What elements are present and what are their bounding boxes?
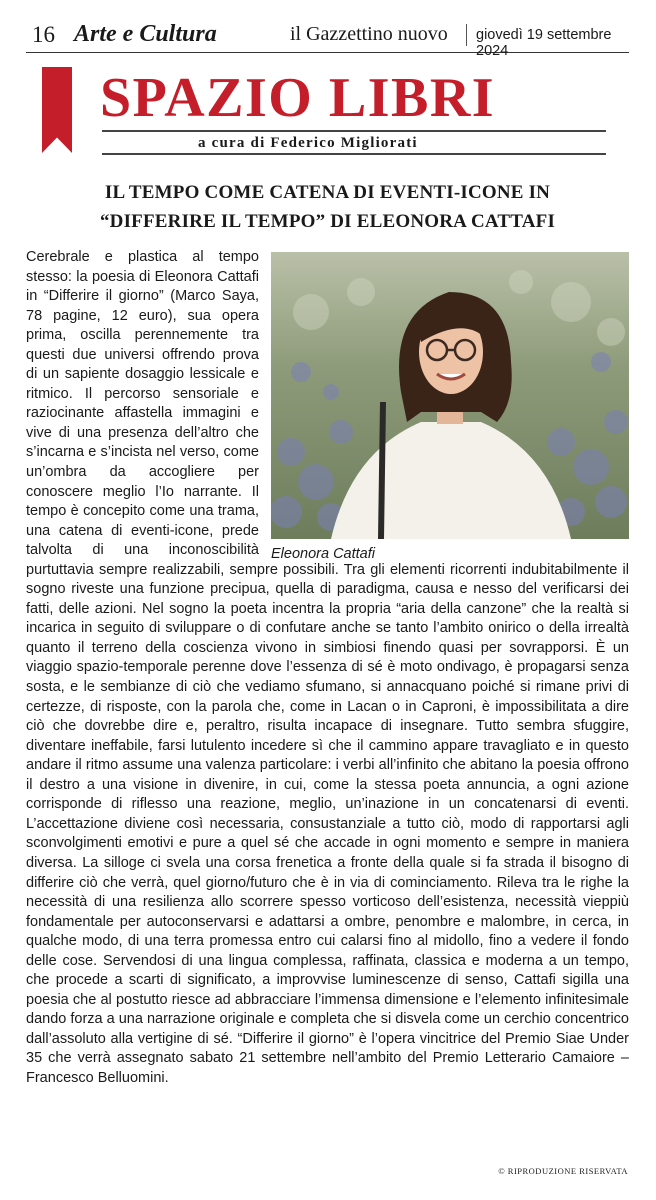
page-number: 16 [32, 22, 55, 47]
author-photo-block [271, 252, 629, 560]
article-body [26, 248, 629, 1089]
masthead-rule-bottom [102, 153, 606, 155]
bookmark-icon [42, 67, 72, 153]
article-text: Cerebrale e plastica al tempo stesso: la poesia di Eleonora Cattafi in “Differire il giorno” (Marco Saya, 78 pagine, 12 euro), sua opera prima, oscilla perennemente tra questi due universi offrendo prova di un sapiente dosaggio lessicale e ritmico. Il percorso sensoriale e raziocinante affastella immagini e vive di una presenza dell’altro che s’incarna e s’incista nel verso, come un’ombra da accogliere per conoscere meglio l’Io narrante. Il tempo è concepito come una trama, una catena di eventi-icone, prede talvolta di una inconoscibilità purtuttavia sempre realizzabili, sempre possibili. Tra gli elementi ricorrenti indubitabilmente il sogno riveste una funzione precipua, quella di paradigma, causa e nesso del verificarsi dei fatti, delle azioni. Nel sogno la poeta incentra la propria “aria della canzone” che la realtà si incarica in seguito di sviluppare o di confutare anche se tanto l’ambito onirico o della irrealtà quanto il terreno della coscienza vivono in simbiosi finendo quasi per sovrapporsi. È un viaggio spazio-temporale perenne dove l’essenza di sé è moto ondivago, è propagarsi senza sosta, e le sembianze di ciò che vediamo sfumano, si annacquano poiché si rimane privi di certezze, di risposte, con la parola che, come in Lacan o in Caproni, è impossibilitata a dire ciò che dovrebbe dire e, peraltro, risulta incapace di insegnare. Tutto sembra sfuggire, diventare ineffabile, farsi lutulento incedere sì che il cammino appare travagliato e in questo andare il ritmo assume una valenza particolare: i verbi all’infinito che abitano la poesia offrono il destro a una visione in divenire, in cui, come la stessa poeta annuncia, a ogni azione corrisponde di riflesso una reazione, meglio, un’inazione in un concatenarsi di eventi. L’accettazione diviene così necessaria, consustanziale a tutto ciò, modo di rapportarsi agli sconvolgimenti emotivi e pure a quel sé che accade in ogni momento e sempre in maniera diversa. La silloge ci svela una corsa frenetica a fronte della quale si fa strada il bisogno di differire ciò che verrà, quel giorno/futuro che è in via di cominciamento. Rileva tra le righe la necessità di una resilienza allo scorrere spesso vorticoso dell’esistenza, necessità vieppiù fondamentale per autoconservarsi e adattarsi a ombre, penombre e malombre, in cerca, in qualche modo, di una terra promessa entro cui calarsi fino al midollo, fino a vedere il fondo delle cose. Servendosi di una lingua complessa, raffinata, classica e moderna a un tempo, che procede a scarti di significato, a improvvise luminescenze di senso, Cattafi sigilla una poesia che al postutto riesce ad abbracciare l’immensa dimensione e l’elemento infinitesimale dando forza a una narrazione originale e completa che si disvela come un cerchio concentrico dall’assoluto alla vertigine di sé. “Differire il giorno” è l’opera vincitrice del Premio Siae Under 35 che verrà assegnato sabato 21 settembre nell’ambito del Premio Letterario Camaiore – Francesco Belluomini. [26, 249, 629, 1086]
author-photo [271, 252, 629, 539]
newspaper-name: il Gazzettino nuovo [290, 23, 448, 45]
section-name: Arte e Cultura [74, 21, 217, 47]
masthead-rule-top [102, 130, 606, 132]
column-masthead: SPAZIO LIBRI [100, 67, 496, 129]
curator-line: a cura di Federico Migliorati [198, 135, 418, 151]
photo-caption: Eleonora Cattafi [271, 546, 375, 562]
publication-date: giovedì 19 settembre 2024 [476, 27, 612, 59]
header-divider [466, 24, 467, 46]
copyright-notice: © RIPRODUZIONE RISERVATA [498, 1166, 628, 1176]
article-title-line-2: “DIFFERIRE IL TEMPO” DI ELEONORA CATTAFI [99, 211, 556, 232]
page-header [26, 18, 629, 59]
article-title-line-1: IL TEMPO COME CATENA DI EVENTI-ICONE IN [104, 182, 551, 203]
article-title [26, 178, 629, 236]
